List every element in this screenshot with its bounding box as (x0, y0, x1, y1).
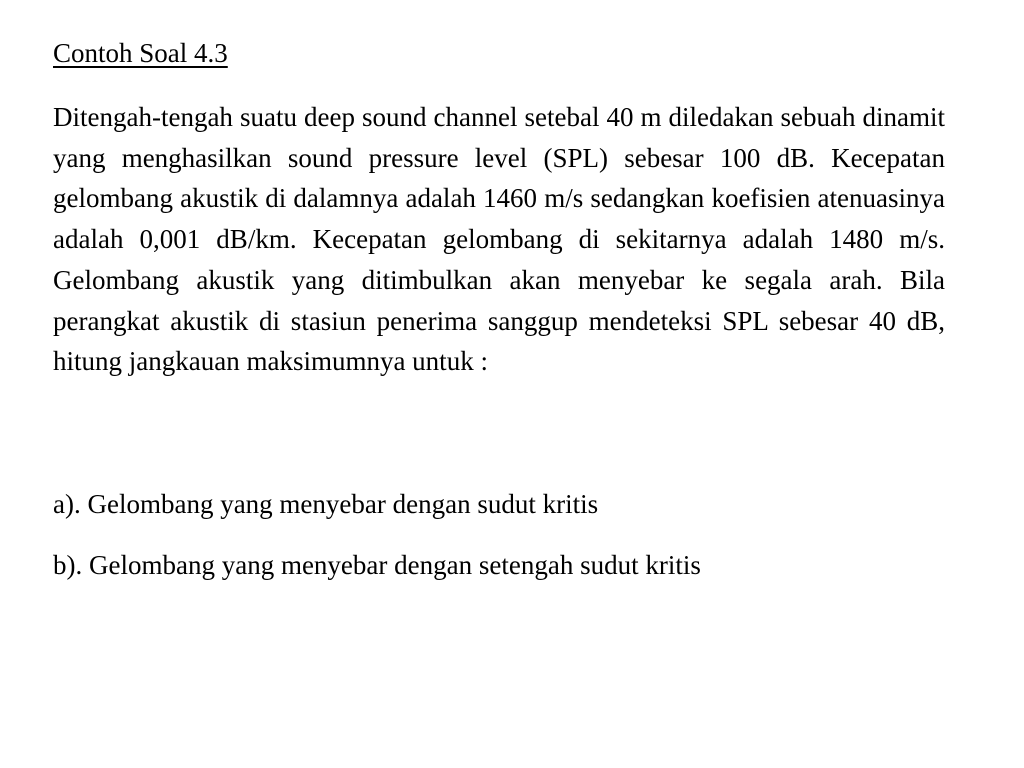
list-item-b: b). Gelombang yang menyebar dengan setengah sudut kritis (53, 550, 701, 580)
slide-title: Contoh Soal 4.3 (53, 38, 228, 68)
problem-statement: Ditengah-tengah suatu deep sound channel setebal 40 m diledakan sebuah dinamit yang menghasilkan sound pressure level (SPL) sebesar 100 dB. Kecepatan gelombang akustik di dalamnya adalah 1460 m/s sedangkan koefisien atenuasinya adalah 0,001 dB/km. Kecepatan gelombang di sekitarnya adalah 1480 m/s. Gelombang akustik yang ditimbulkan akan menyebar ke segala arah. Bila perangkat akustik di stasiun penerima sanggup mendeteksi SPL sebesar 40 dB, hitung jangkauan maksimumnya untuk : (53, 102, 945, 377)
list-item-a: a). Gelombang yang menyebar dengan sudut kritis (53, 489, 599, 519)
